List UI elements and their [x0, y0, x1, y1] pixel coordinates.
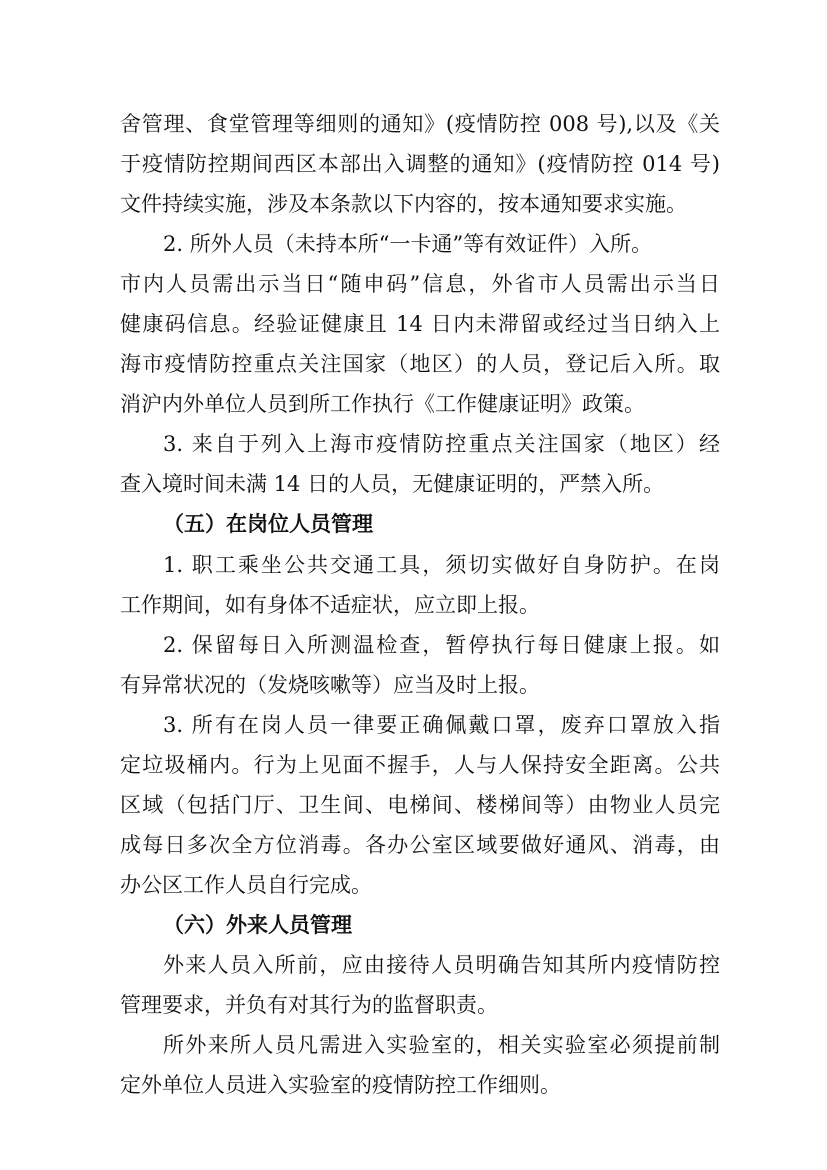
paragraph-line: 舍管理、食堂管理等细则的通知》(疫情防控 008 号),以及《关 [120, 112, 720, 136]
paragraph-line: 2. 所外人员（未持本所“一卡通”等有效证件）入所。 [163, 232, 653, 256]
paragraph-line: 办公区工作人员自行完成。 [120, 873, 372, 897]
paragraph-line: 定垃圾桶内。行为上见面不握手，人与人保持安全距离。公共 [120, 753, 720, 777]
paragraph-line: 3. 来自于列入上海市疫情防控重点关注国家（地区）经 [163, 432, 720, 456]
paragraph-line: 海市疫情防控重点关注国家（地区）的人员，登记后入所。取 [120, 352, 720, 376]
paragraph-line: 消沪内外单位人员到所工作执行《工作健康证明》政策。 [120, 392, 645, 416]
paragraph-line: 3. 所有在岗人员一律要正确佩戴口罩，废弃口罩放入指 [163, 713, 720, 737]
paragraph-line: 有异常状况的（发烧咳嗽等）应当及时上报。 [120, 673, 540, 697]
paragraph-line: 文件持续实施，涉及本条款以下内容的，按本通知要求实施。 [120, 192, 687, 216]
paragraph-line: 健康码信息。经验证健康且 14 日内未滞留或经过当日纳入上 [120, 312, 720, 336]
paragraph-line: 于疫情防控期间西区本部出入调整的通知》(疫情防控 014 号) [120, 152, 720, 176]
paragraph-line: 1. 职工乘坐公共交通工具，须切实做好自身防护。在岗 [163, 553, 720, 577]
section-heading: （六）外来人员管理 [163, 912, 352, 937]
paragraph-line: 市内人员需出示当日“随申码”信息，外省市人员需出示当日 [120, 272, 720, 296]
paragraph-line: 定外单位人员进入实验室的疫情防控工作细则。 [120, 1073, 561, 1097]
paragraph-line: 2. 保留每日入所测温检查，暂停执行每日健康上报。如 [163, 633, 720, 657]
paragraph-line: 查入境时间未满 14 日的人员，无健康证明的，严禁入所。 [120, 472, 665, 496]
paragraph-line: 区域（包括门厅、卫生间、电梯间、楼梯间等）由物业人员完 [120, 793, 720, 817]
paragraph-line: 工作期间，如有身体不适症状，应立即上报。 [120, 593, 540, 617]
paragraph-line: 成每日多次全方位消毒。各办公室区域要做好通风、消毒，由 [120, 833, 720, 857]
paragraph-line: 所外来所人员凡需进入实验室的，相关实验室必须提前制 [163, 1033, 720, 1057]
paragraph-line: 管理要求，并负有对其行为的监督职责。 [120, 993, 498, 1017]
section-heading: （五）在岗位人员管理 [163, 511, 373, 536]
paragraph-line: 外来人员入所前，应由接待人员明确告知其所内疫情防控 [163, 953, 720, 977]
